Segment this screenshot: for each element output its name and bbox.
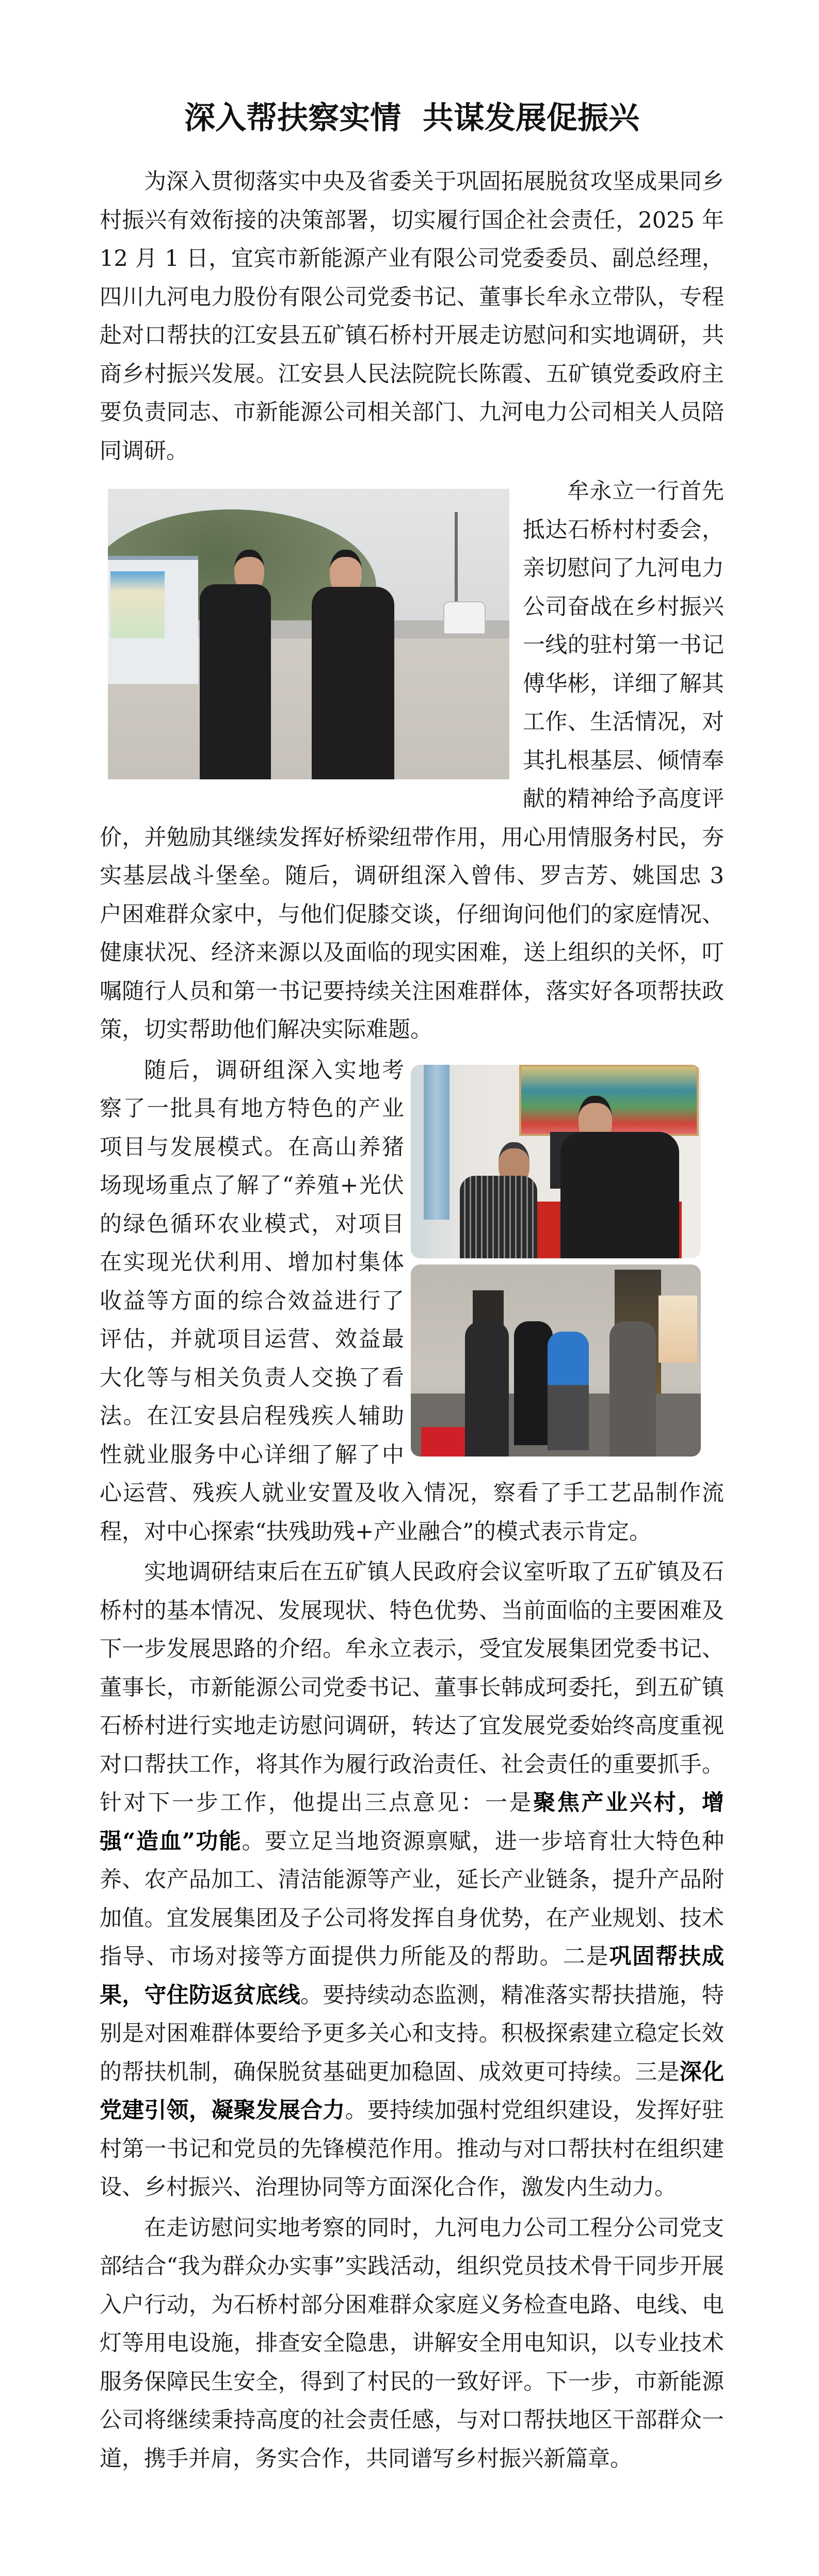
photo-red-stool: [421, 1427, 465, 1457]
key-point-1: 聚焦产业兴村，增强“造血”功能: [100, 1790, 725, 1854]
key-point-2: 巩固帮扶成果，守住防返贫底线: [100, 1944, 725, 2008]
photo-utility-pole: [455, 512, 458, 615]
photo-wrapper-field-visit: [404, 1051, 724, 1473]
photo-visitor: [560, 1132, 679, 1258]
text-segment: 。要立足当地资源禀赋，进一步培育壮大特色种养、农产品加工、清洁能源等产业，延长产业链条，提升产品附加值。宜发展集团及子公司将发挥自身优势，在产业规划、技术指导、市场对接等方面提供力所能及的帮助。二是: [100, 1828, 725, 1970]
photo-person-3: [548, 1332, 589, 1450]
paragraph-meeting-opinions: [100, 1553, 724, 2207]
photo-wrapper-village-committee: [100, 472, 523, 817]
paragraph-visit-secretary: 牟永立一行首先抵达石桥村村委会，亲切慰问了九河电力公司奋战在乡村振兴一线的驻村第一书记傅华彬，详细了解其工作、生活情况，对其扎根基层、倾情奉献的精神给予高度评价，并勉励其继续发挥好桥梁纽带作用，用心用情服务村民，夯实基层战斗堡垒。随后，调研组深入曾伟、罗吉芳、姚国忠 3 户困难群众家中，与他们促膝交谈，仔细询问他们的家庭情况、健康状况、经济来源以及面临的现实困难，送上组织的关怀，叮嘱随行人员和第一书记要持续关注困难群体，落实好各项帮扶政策，切实帮助他们解决实际难题。: [100, 478, 724, 1043]
photo-handshake-village-committee: [108, 489, 509, 779]
photo-certificates: [659, 1295, 697, 1363]
photo-person-right: [312, 587, 394, 779]
photo-visit-family: [411, 1265, 701, 1457]
photo-person-left: [200, 584, 271, 779]
text-segment: 。要持续动态监测，精准落实帮扶措施，特别是对困难群体要给予更多关心和支持。积极探索建立稳定长效的帮扶机制，确保脱贫基础更加稳固、成效更可持续。三是: [100, 1982, 724, 2085]
paragraph-electrical-service: 在走访慰问实地考察的同时，九河电力公司工程分公司党支部结合“我为群众办实事”实践活动，组织党员技术骨干同步开展入户行动，为石桥村部分困难群众家庭义务检查电路、电线、电灯等用电设施，排查安全隐患，讲解安全用电知识，以专业技术服务保障民生安全，得到了村民的一致好评。下一步，市新能源公司将继续秉持高度的社会责任感，与对口帮扶地区干部群众一道，携手并肩，务实合作，共同谱写乡村振兴新篇章。: [100, 2215, 724, 2472]
photo-elderly-man: [460, 1176, 537, 1258]
photo-person-4: [609, 1321, 656, 1457]
text-segment: 。要持续加强村党组织建设，发挥好驻村第一书记和党员的先锋模范作用。推动与对口帮扶村在组织建设、乡村振兴、治理协同等方面深化合作，激发内生动力。: [100, 2098, 725, 2200]
photo-curtain: [424, 1065, 449, 1220]
photo-visit-elderly-villager: [411, 1065, 701, 1258]
article-title: 深入帮扶察实情 共谋发展促振兴: [184, 100, 639, 136]
photo-person-2: [514, 1321, 553, 1445]
text-segment: 实地调研结束后在五矿镇人民政府会议室听取了五矿镇及石桥村的基本情况、发展现状、特色优势、当前面临的主要困难及下一步发展思路的介绍。牟永立表示，受宜发展集团党委书记、董事长，市新能源公司党委书记、董事长韩成珂委托，到五矿镇石桥村进行实地走访慰问调研，转达了宜发展党委始终高度重视对口帮扶工作，将其作为履行政治责任、社会责任的重要抓手。针对下一步工作，他提出三点意见：一是: [100, 1559, 724, 1816]
article: [100, 0, 724, 2480]
photo-poster: [110, 571, 165, 638]
paragraph-field-inspection: 随后，调研组深入实地考察了一批具有地方特色的产业项目与发展模式。在高山养猪场现场重点了解了“养殖+光伏的绿色循环农业模式，对项目在实现光伏利用、增加村集体收益等方面的综合效益进行了评估，并就项目运营、效益最大化等与相关负责人交换了看法。在江安县启程残疾人辅助性就业服务中心详细了解了中心运营、残疾人就业安置及收入情况，察看了手工艺品制作流程，对中心探索“扶残助残+产业融合”的模式表示肯定。: [100, 1057, 724, 1545]
paragraph-intro: 为深入贯彻落实中央及省委关于巩固拓展脱贫攻坚成果同乡村振兴有效衔接的决策部署，切实履行国企社会责任，2025 年 12 月 1 日，宜宾市新能源产业有限公司党委委员、副总经理，四川九河电力股份有限公司党委书记、董事长牟永立带队，专程赴对口帮扶的江安县五矿镇石桥村开展走访慰问和实地调研，共商乡村振兴发展。江安县人民法院院长陈霞、五矿镇党委政府主要负责同志、市新能源公司相关部门、九河电力公司相关人员陪同调研。: [100, 169, 724, 464]
photo-car: [443, 601, 486, 634]
key-point-3: 深化党建引领，凝聚发展合力: [100, 2059, 725, 2123]
photo-person-1: [465, 1321, 509, 1457]
